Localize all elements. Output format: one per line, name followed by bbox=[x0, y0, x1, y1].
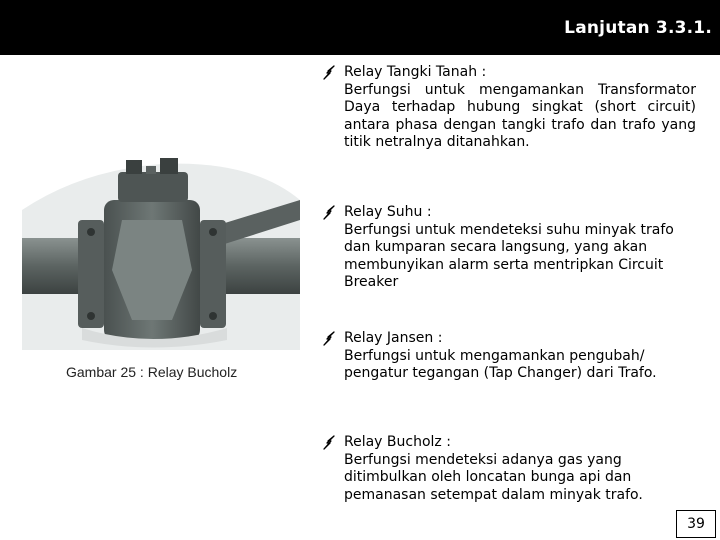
lightning-bullet-icon bbox=[322, 435, 336, 450]
header-bar bbox=[0, 0, 720, 55]
lightning-bullet-icon bbox=[322, 65, 336, 80]
lightning-bullet-icon bbox=[322, 331, 336, 346]
bullet-title: Relay Suhu : bbox=[344, 204, 432, 220]
figure-caption: Gambar 25 : Relay Bucholz bbox=[66, 364, 238, 380]
relay-bucholz-photo bbox=[22, 150, 300, 350]
bullet-title: Relay Tangki Tanah : bbox=[344, 64, 487, 80]
bullet-body: Berfungsi mendeteksi adanya gas yang ditimbulkan oleh loncatan bunga api dan pemanasan setempat dalam minyak trafo. bbox=[344, 451, 643, 503]
slide-title: Lanjutan 3.3.1. bbox=[564, 18, 712, 38]
bullet-body: Berfungsi untuk mengamankan pengubah/ pengatur tegangan (Tap Changer) dari Trafo. bbox=[344, 347, 657, 381]
bullet-title: Relay Jansen : bbox=[344, 330, 443, 346]
bullet-body: Berfungsi untuk mendeteksi suhu minyak trafo dan kumparan secara langsung, yang akan membunyikan alarm serta mentripkan Circuit Breaker bbox=[344, 221, 674, 290]
lightning-bullet-icon bbox=[322, 205, 336, 220]
bullet-body: Berfungsi untuk mengamankan Transformator Daya terhadap hubung singkat (short circuit) antara phasa dengan tangki trafo dan trafo yang titik netralnya ditanahkan. bbox=[344, 81, 696, 150]
bullet-title: Relay Bucholz : bbox=[344, 434, 451, 450]
page-number: 39 bbox=[676, 510, 716, 538]
